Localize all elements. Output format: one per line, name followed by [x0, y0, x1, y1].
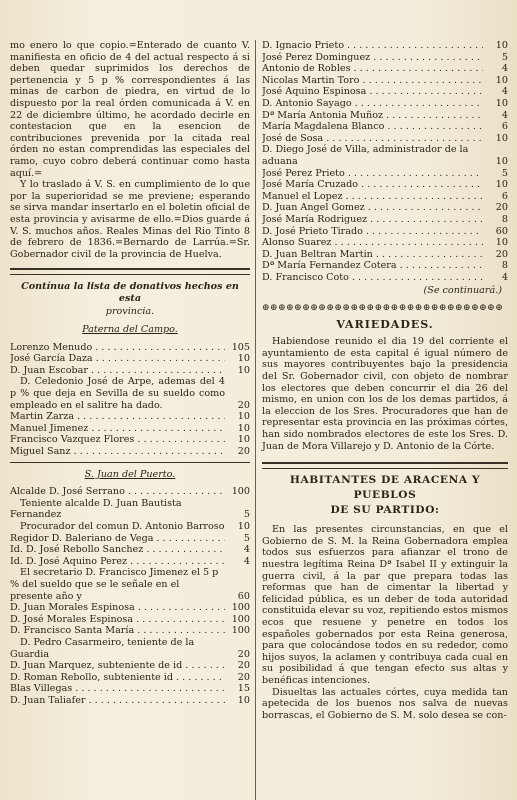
- donor-name: Manuel Jimenez . . .: [10, 423, 225, 435]
- donor-amount: 20: [237, 648, 250, 660]
- donor-entry: [10, 423, 250, 435]
- donor-name: Dª María Fernandez Cotera . . .: [262, 260, 483, 272]
- second-paragraph: Y lo traslado á V. S. en cumplimiento de lo que por la superioridad se me previene; esperando se sirva mandar insertarlo en el boletin oficial de esta provincia y avisarme de ello.=Dios guarde á V. S. muchos años. Reales Minas del Rio Tinto 8 de febrero de 1836.=Bernardo de Larrúa.=Sr. Gobernador civil de la provincia de Huelva.: [10, 179, 250, 260]
- donor-amount: 8: [501, 213, 508, 225]
- donor-name: Id. D. José Rebollo Sanchez . . .: [10, 544, 225, 556]
- donor-amount: 10: [495, 97, 508, 109]
- donor-name: D. José Morales Espinosa . . .: [10, 614, 225, 626]
- donations-list-heading: Contínua la lista de donativos hechos en esta: [21, 281, 239, 304]
- donor-entry: [262, 214, 508, 226]
- donor-amount: 20: [237, 671, 250, 683]
- donor-amount: 105: [231, 341, 250, 353]
- donor-entry: [10, 533, 250, 545]
- donor-name: El secretario D. Francisco Jimenez el 5 p % del sueldo que se le señale en el presente año y: [10, 567, 219, 602]
- donor-entry: [10, 353, 250, 365]
- ornament-rule: ⊕⊕⊕⊕⊕⊕⊕⊕⊕⊕⊕⊕⊕⊕⊕⊕⊕⊕⊕⊕⊕⊕⊕⊕⊕⊕⊕⊕⊕⊕: [262, 303, 504, 314]
- donor-list-san-juan: [10, 486, 250, 498]
- donor-name: D. José Prieto Tirado . . .: [262, 226, 483, 238]
- varied-title: VARIEDADES.: [336, 317, 434, 331]
- continue-note: (Se continuará.): [423, 285, 502, 297]
- donor-name: Manuel el Lopez . . .: [262, 191, 483, 203]
- donor-name: José Perez Dominguez . . .: [262, 52, 483, 64]
- donor-amount: 10: [237, 434, 250, 446]
- donor-name: D. Juan Beltran Martin . . .: [262, 249, 483, 261]
- donor-amount: 4: [501, 271, 508, 283]
- donor-amount: 20: [237, 399, 250, 411]
- donor-name: Antonio de Robles . . .: [262, 63, 483, 75]
- donor-name: Nicolas Martin Toro . . .: [262, 75, 483, 87]
- donor-entry: [10, 695, 250, 707]
- donor-amount: 10: [495, 132, 508, 144]
- donations-list-heading-2: provincia.: [105, 306, 155, 318]
- donor-entry-procurador: [10, 521, 250, 533]
- donor-amount: 10: [237, 422, 250, 434]
- donor-list-continued: [262, 40, 508, 144]
- donor-entry: [10, 683, 250, 695]
- donor-entry: [262, 75, 508, 87]
- donor-list-san-juan-4: [10, 660, 250, 706]
- donor-entry: [10, 672, 250, 684]
- donor-amount: 4: [243, 544, 250, 556]
- donor-list-paterna: [10, 342, 250, 377]
- donor-entry: [10, 660, 250, 672]
- article-title-line-2: DE SU PARTIDO:: [330, 504, 440, 517]
- donor-name: Procurador del comun D. Antonio Barroso: [20, 520, 225, 532]
- varied-paragraph: Habiendose reunido el dia 19 del corriente el ayuntamiento de esta capital é igual número de sus mayores contribuyentes bajo la presidencia del Sr. Gobernador civil, con objeto de nombrar los electores que deben concurrir el dia 26 del mismo, en union con los de los demas partidos, á la eleccion de los Sres. Procuradores que han de representar esta provincia en las próximas córtes, han sido nombrados electores de este los Sres. D. Juan de Mora Villarejo y D. Antonio de la Córte.: [262, 336, 508, 452]
- donor-amount: 20: [495, 248, 508, 260]
- donor-name: D. Juan Taliafer . . .: [10, 695, 225, 707]
- donor-entry: [10, 434, 250, 446]
- donor-entry: [262, 168, 508, 180]
- donor-entry-teniente: [10, 498, 250, 521]
- donor-name: Francisco Vazquez Flores . . .: [10, 434, 225, 446]
- donor-entry: [10, 342, 250, 354]
- donor-amount: 60: [237, 590, 250, 602]
- donor-entry: [262, 52, 508, 64]
- donor-amount: 4: [501, 63, 508, 75]
- donor-entry: [10, 625, 250, 637]
- donor-name: D. Francisco Santa María . . .: [10, 625, 225, 637]
- donor-amount: 5: [243, 532, 250, 544]
- donor-amount: 10: [495, 237, 508, 249]
- donor-name: José María Rodriguez . . .: [262, 214, 483, 226]
- donor-name: D. Diego José de Villa, administrador de la aduana: [262, 144, 469, 167]
- donor-name: José María Cruzado . . .: [262, 179, 483, 191]
- donor-name: Regidor D. Baleriano de Vega . . .: [10, 533, 225, 545]
- donor-name: Alonso Suarez . . .: [262, 237, 483, 249]
- donor-name: José de Sosa . . .: [262, 133, 483, 145]
- donor-name: D. Celedonio José de Arpe, ademas del 4 p % que deja en Sevilla de su sueldo como empleado en el salitre ha dado.: [10, 376, 225, 411]
- article-paragraph-2: Disueltas las actuales córtes, cuya medida tan apetecida de los buenos nos salva de nuevas borrascas, el Gobierno de S. M. solo desea se con-: [262, 686, 508, 721]
- donor-list-continued-2: [262, 168, 508, 284]
- section-title-san-juan: S. Juan del Puerto.: [84, 468, 176, 480]
- article-paragraph-1: En las presentes circunstancias, en que el Gobierno de S. M. la Reina Gobernadora emplea todos sus esfuerzos para afianzar el trono de nuestra legítima Reina Dª Isabel II y extinguir la guerra civil, á la par que prepara todas las reformas que han de cimentar la libertad y felicidad pública, es un deber de toda autoridad constituida elevar su voz, repitiendo estos mismos ecos que resuene y penetre en todos los españoles gobernados por esta Reina generosa, para que colocándose todos en su rededor, como hijos suyos, la aclamen y contribuya cada cual en su posibilidad á que tengan efecto sus altas y benéficas intenciones.: [262, 524, 508, 686]
- donor-name: D. Francisco Coto . . .: [262, 272, 483, 284]
- donor-entry: [262, 202, 508, 214]
- donor-amount: 4: [243, 555, 250, 567]
- donor-name: María Magdalena Blanco . . .: [262, 121, 483, 133]
- donor-amount: 100: [231, 486, 250, 498]
- donor-name: José García Daza . . .: [10, 353, 225, 365]
- donor-entry-secretario: [10, 567, 250, 602]
- donor-entry: [262, 40, 508, 52]
- intro-paragraph: mo enero lo que copio.=Enterado de cuanto V. manifiesta en oficio de 4 del actual respecto á si deben quedar suprimidos los derechos de pertenencia y 5 p % correspondientes á las minas de carbon de piedra, en virtud de lo dispuesto por la real órden comunicada á V. en 22 de diciembre último, he acordado decirle en contestacion que en la esencion de contribuciones prevenida por la citada real órden no estan comprendidas las especiales del ramo, cuyo cobro deberá continuar como hasta aquí.=: [10, 40, 250, 179]
- donor-entry: [10, 602, 250, 614]
- donor-name: Id. D. José Aquino Perez . . .: [10, 556, 225, 568]
- donor-list-san-juan-3: [10, 602, 250, 637]
- donor-entry: [262, 249, 508, 261]
- donor-name: José Aquino Espinosa . . .: [262, 86, 483, 98]
- donor-amount: 10: [495, 155, 508, 167]
- donor-name: D. Juan Angel Gomez . . .: [262, 202, 483, 214]
- donor-amount: 10: [237, 353, 250, 365]
- donor-entry: [10, 486, 250, 498]
- donor-entry: [10, 446, 250, 458]
- donor-entry: [262, 121, 508, 133]
- donor-name: Martin Zarza . . .: [10, 411, 225, 423]
- section-divider: [262, 462, 508, 469]
- donor-amount: 20: [237, 660, 250, 672]
- donor-entry: [10, 544, 250, 556]
- donor-entry: [262, 133, 508, 145]
- donor-amount: 5: [501, 51, 508, 63]
- donor-amount: 6: [501, 121, 508, 133]
- donor-name: D. Antonio Sayago . . .: [262, 98, 483, 110]
- donor-name: Teniente alcalde D. Juan Bautista Fernandez: [10, 497, 182, 521]
- donor-amount: 10: [495, 40, 508, 51]
- donor-amount: 5: [243, 509, 250, 521]
- left-column: [10, 40, 250, 706]
- donor-amount: 8: [501, 260, 508, 272]
- donor-name: Dª María Antonia Muñoz . . .: [262, 110, 483, 122]
- donor-entry: [262, 260, 508, 272]
- donor-amount: 100: [231, 602, 250, 614]
- article-title-line-1: HABITANTES DE ARACENA Y PUEBLOS: [289, 474, 481, 502]
- donor-entry: [262, 237, 508, 249]
- donor-entry: [10, 411, 250, 423]
- donor-amount: 10: [237, 411, 250, 423]
- donor-amount: 10: [495, 74, 508, 86]
- donor-entry: [10, 365, 250, 377]
- donor-name: D. Ignacio Prieto . . .: [262, 40, 483, 52]
- donor-entry-pedro: [10, 637, 250, 660]
- donor-amount: 15: [237, 683, 250, 695]
- donor-amount: 10: [237, 364, 250, 376]
- donor-list-paterna-2: [10, 411, 250, 457]
- donor-entry-celedonio: [10, 376, 250, 411]
- donor-amount: 4: [501, 109, 508, 121]
- donor-amount: 6: [501, 190, 508, 202]
- donor-entry: [10, 614, 250, 626]
- donor-amount: 60: [495, 225, 508, 237]
- donor-list-san-juan-2: [10, 533, 250, 568]
- donor-entry: [262, 63, 508, 75]
- donor-amount: 10: [237, 520, 250, 532]
- donor-name: Alcalde D. José Serrano . . .: [10, 486, 225, 498]
- donor-name: D. Roman Rebollo, subteniente id . . .: [10, 672, 225, 684]
- column-divider: [255, 40, 256, 800]
- section-divider-thin: [10, 462, 250, 463]
- donor-amount: 5: [501, 167, 508, 179]
- donor-amount: 10: [495, 179, 508, 191]
- donor-name: D. Juan Escobar . . .: [10, 365, 225, 377]
- donor-entry: [262, 272, 508, 284]
- donor-name: José Perez Prieto . . .: [262, 168, 483, 180]
- donor-name: D. Juan Marquez, subteniente de id . . .: [10, 660, 225, 672]
- section-divider: [10, 268, 250, 275]
- donor-name: D. Pedro Casarmeiro, teniente de la Guardia: [10, 636, 195, 660]
- donor-amount: 100: [231, 625, 250, 637]
- donor-entry-diego: [262, 144, 508, 167]
- donor-entry: [262, 191, 508, 203]
- donor-entry: [262, 179, 508, 191]
- donor-entry: [262, 98, 508, 110]
- donor-entry: [262, 226, 508, 238]
- donor-name: Lorenzo Menudo . . .: [10, 342, 225, 354]
- right-column: [262, 40, 508, 721]
- donor-amount: 20: [495, 202, 508, 214]
- donor-entry: [262, 86, 508, 98]
- donor-amount: 10: [237, 694, 250, 706]
- donor-amount: 20: [237, 446, 250, 457]
- donor-name: Miguel Sanz . . .: [10, 446, 225, 458]
- donor-entry: [10, 556, 250, 568]
- section-title-paterna: Paterna del Campo.: [82, 324, 178, 336]
- donor-amount: 4: [501, 86, 508, 98]
- donor-name: D. Juan Morales Espinosa . . .: [10, 602, 225, 614]
- article-title: [262, 473, 508, 518]
- donor-name: Blas Villegas . . .: [10, 683, 225, 695]
- donor-amount: 100: [231, 613, 250, 625]
- donor-entry: [262, 110, 508, 122]
